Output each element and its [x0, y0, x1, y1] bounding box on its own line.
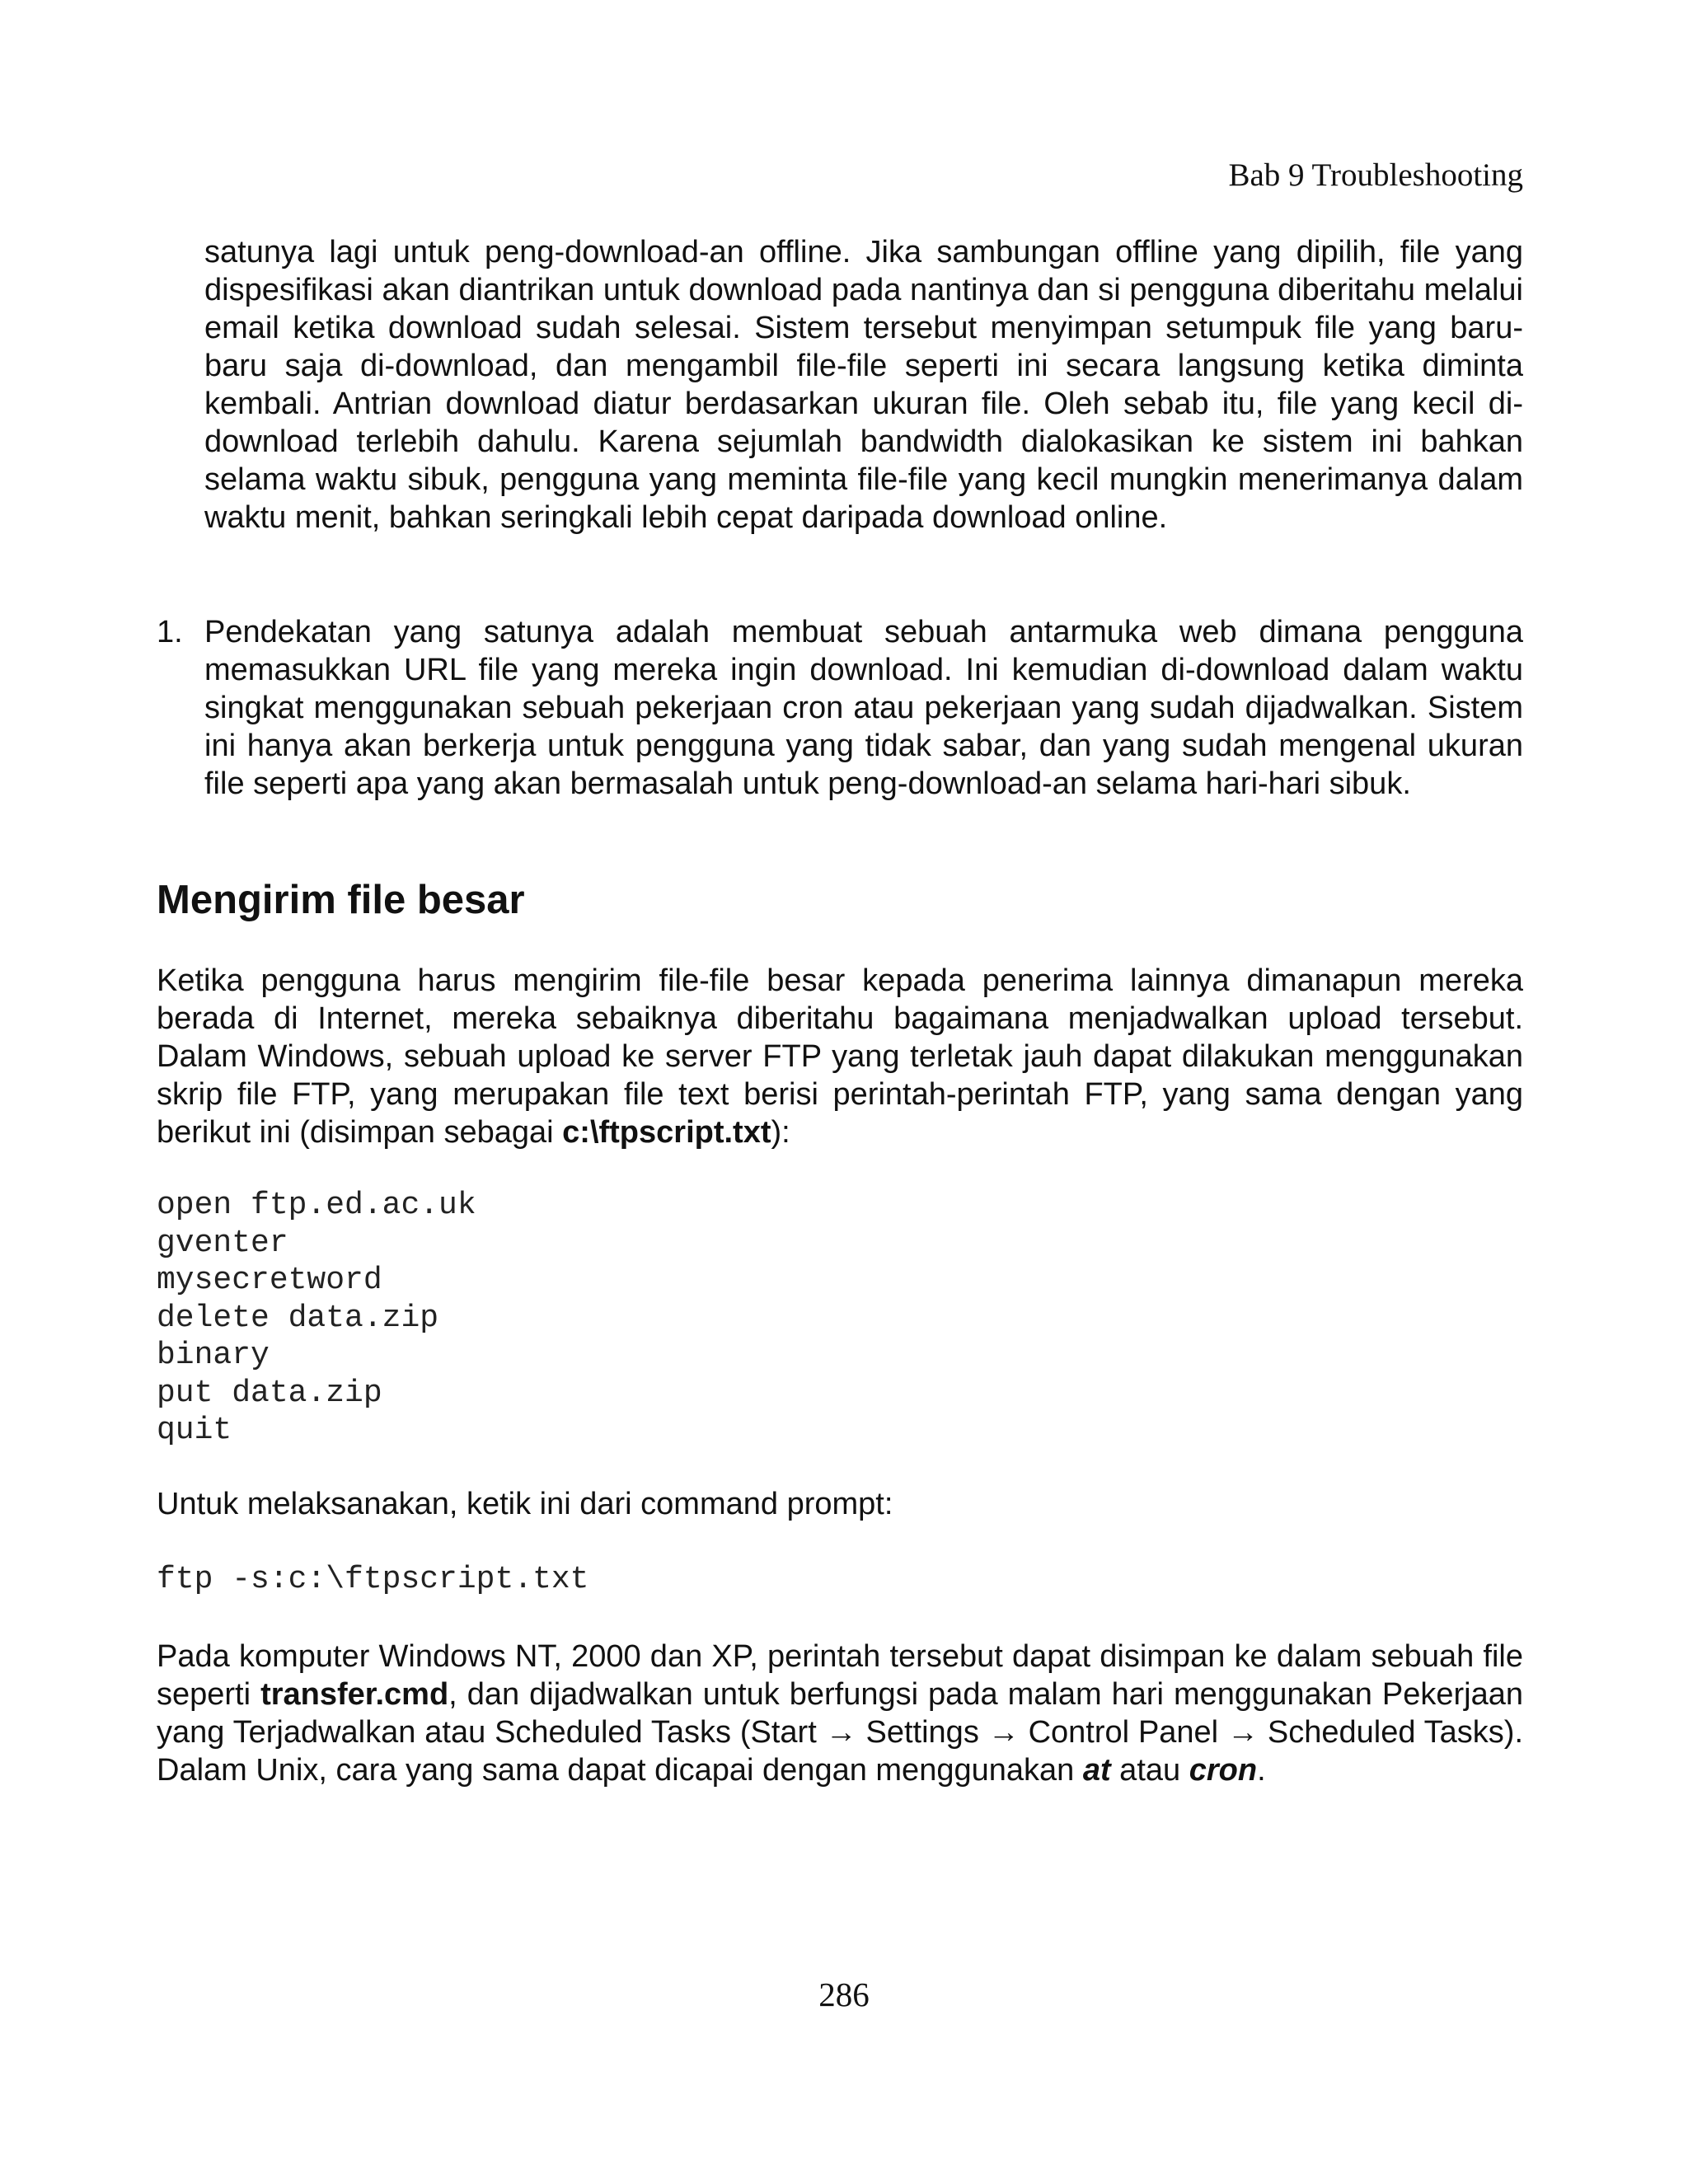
code-line: delete data.zip [157, 1300, 439, 1336]
code-line: quit [157, 1413, 232, 1448]
paragraph-3-text-c: atau [1110, 1753, 1189, 1788]
section-paragraph-2: Untuk melaksanakan, ketik ini dari command prompt: [157, 1487, 893, 1521]
running-header: Bab 9 Troubleshooting [1228, 157, 1523, 193]
paragraph-3-text-b: , dan dijadwalkan untuk berfungsi pada malam hari menggunakan Pekerjaan yang Terjadwalkan atau Scheduled Tasks (Start → Settings → Control Panel → Scheduled Tasks). Dalam Unix, cara yang sama dapat dicapai dengan menggunakan [157, 1677, 1523, 1788]
script-filename: c:\ftpscript.txt [562, 1115, 771, 1150]
code-line: mysecretword [157, 1263, 382, 1298]
list-item-text: Pendekatan yang satunya adalah membuat sebuah antarmuka web dimana pengguna memasukkan URL file yang mereka ingin download. Ini kemudian di-download dalam waktu singkat menggunakan sebuah pekerjaan cron atau pekerjaan yang sudah dijadwalkan. Sistem ini hanya akan berkerja untuk pengguna yang tidak sabar, dan yang sudah mengenal ukuran file seperti apa yang akan bermasalah untuk peng-download-an selama hari-hari sibuk. [204, 615, 1523, 801]
code-line: put data.zip [157, 1375, 382, 1411]
cmd-filename: transfer.cmd [260, 1677, 449, 1712]
cron-command: cron [1189, 1753, 1258, 1788]
continued-paragraph: satunya lagi untuk peng-download-an offline. Jika sambungan offline yang dipilih, file yang dispesifikasi akan diantrikan untuk download pada nantinya dan si pengguna diberitahu melalui email ketika download sudah selesai. Sistem tersebut menyimpan setumpuk file yang baru-baru saja di-download, dan mengambil file-file seperti ini secara langsung ketika diminta kembali. Antrian download diatur berdasarkan ukuran file. Oleh sebab itu, file yang kecil di-download terlebih dahulu. Karena sejumlah bandwidth dialokasikan ke sistem ini bahkan selama waktu sibuk, pengguna yang meminta file-file yang kecil mungkin menerimanya dalam waktu menit, bahkan seringkali lebih cepat daripada download online. [204, 235, 1523, 535]
section-heading: Mengirim file besar [157, 878, 525, 922]
paragraph-3-text-d: . [1257, 1753, 1266, 1788]
at-command: at [1082, 1753, 1111, 1788]
code-line: binary [157, 1338, 270, 1373]
list-item-number: 1. [157, 615, 183, 649]
ftp-script-code [157, 1187, 476, 1450]
numbered-list [157, 613, 1523, 803]
section-paragraph-1 [157, 962, 1523, 1151]
section-paragraph-3 [157, 1638, 1523, 1789]
paragraph-1-suffix: ): [771, 1115, 790, 1150]
paragraph-3-text-a: Pada komputer Windows NT, 2000 dan XP, perintah tersebut dapat disimpan ke dalam sebuah file seperti [157, 1639, 1523, 1712]
paragraph-1-text: Ketika pengguna harus mengirim file-file besar kepada penerima lainnya dimanapun mereka berada di Internet, mereka sebaiknya diberitahu bagaimana menjadwalkan upload tersebut. Dalam Windows, sebuah upload ke server FTP yang terletak jauh dapat dilakukan menggunakan skrip file FTP, yang merupakan file text berisi perintah-perintah FTP, yang sama dengan yang berikut ini (disimpan sebagai [157, 963, 1523, 1150]
code-line: gventer [157, 1225, 288, 1261]
page-number: 286 [818, 1975, 870, 2013]
list-item [157, 613, 1523, 803]
code-line: open ftp.ed.ac.uk [157, 1188, 476, 1223]
command-line-code: ftp -s:c:\ftpscript.txt [157, 1562, 589, 1597]
